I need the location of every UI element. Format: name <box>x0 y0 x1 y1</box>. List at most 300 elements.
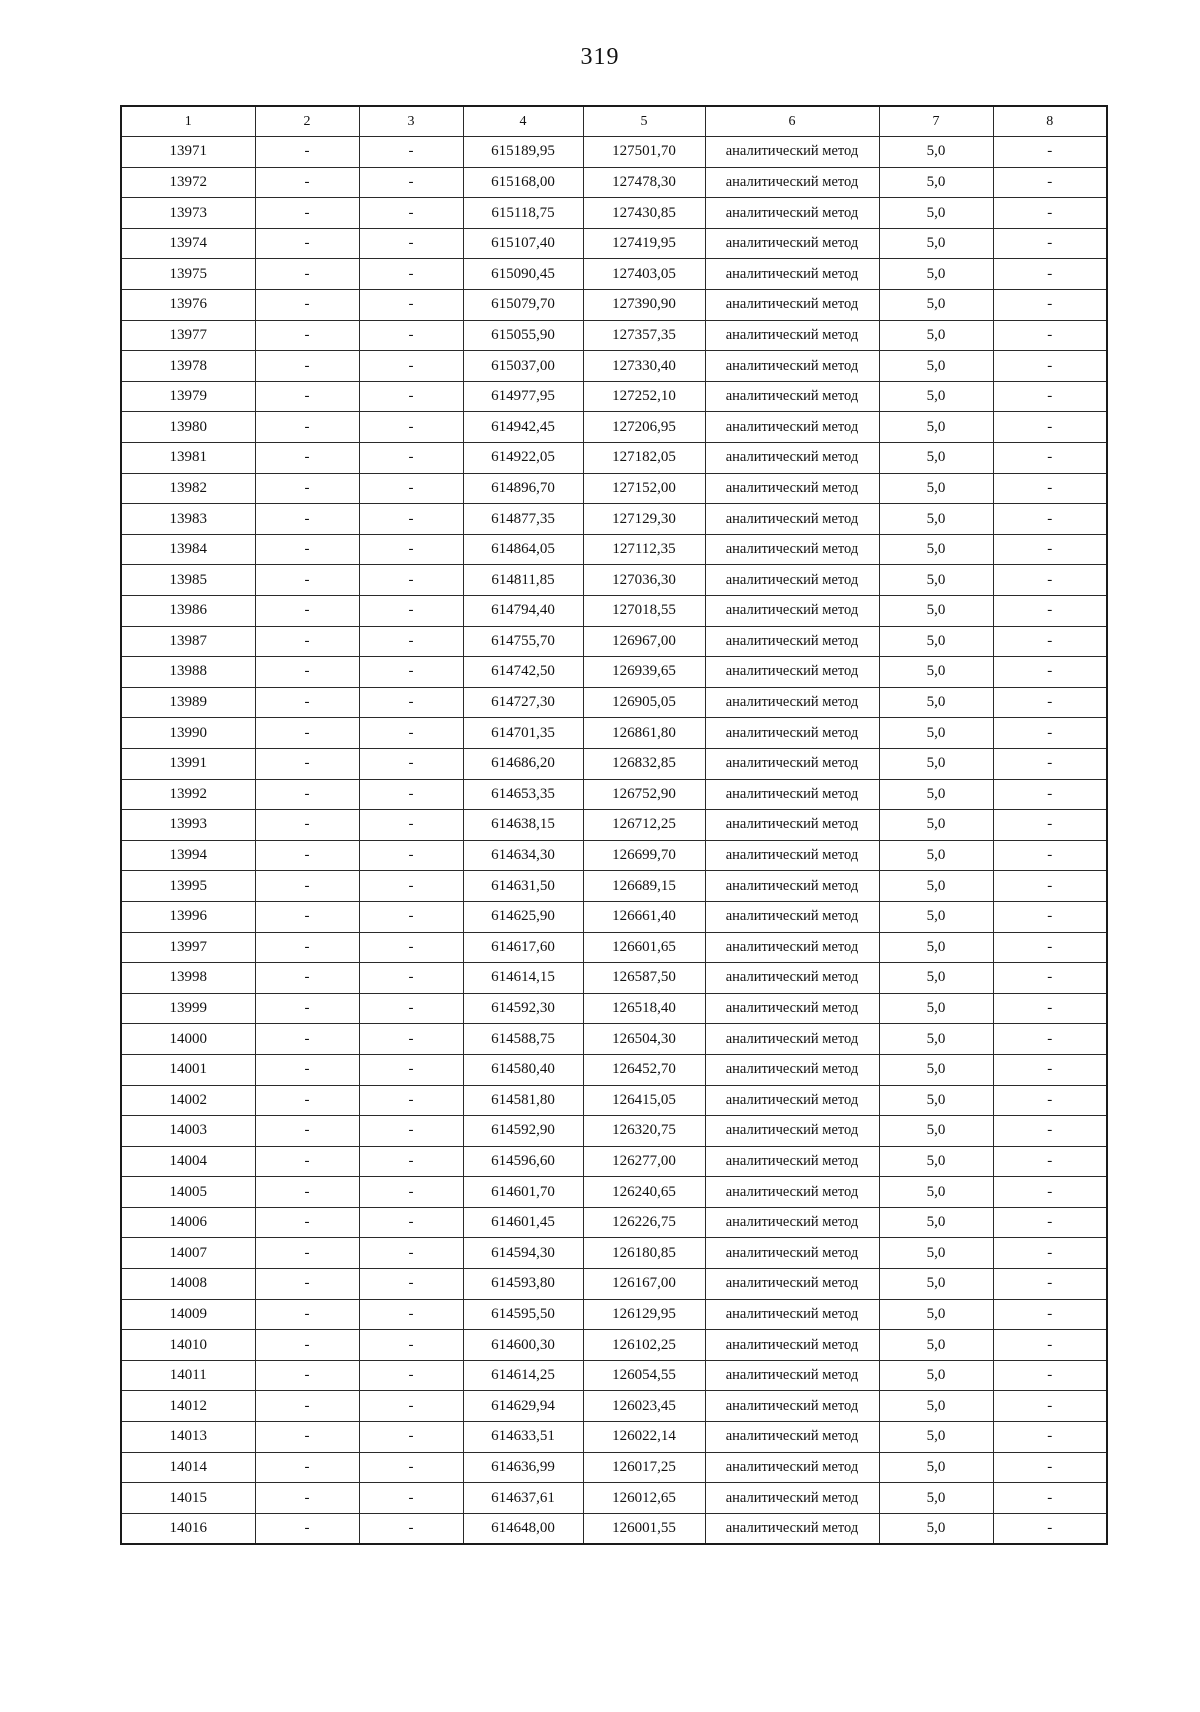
point-number-cell: 13989 <box>121 687 255 718</box>
y-coordinate-cell: 126167,00 <box>583 1269 705 1300</box>
x-coordinate-cell: 614629,94 <box>463 1391 583 1422</box>
method-cell: аналитический метод <box>705 1024 879 1055</box>
col2-cell: - <box>255 1330 359 1361</box>
col3-cell: - <box>359 290 463 321</box>
col2-cell: - <box>255 320 359 351</box>
col3-cell: - <box>359 748 463 779</box>
point-number-cell: 13978 <box>121 351 255 382</box>
col2-cell: - <box>255 504 359 535</box>
accuracy-cell: 5,0 <box>879 626 993 657</box>
col8-cell: - <box>993 1330 1107 1361</box>
table-row <box>121 1422 1107 1453</box>
table-row <box>121 198 1107 229</box>
point-number-cell: 14004 <box>121 1146 255 1177</box>
col8-cell: - <box>993 1238 1107 1269</box>
table-row <box>121 412 1107 443</box>
col8-cell: - <box>993 1422 1107 1453</box>
y-coordinate-cell: 126939,65 <box>583 657 705 688</box>
y-coordinate-cell: 126012,65 <box>583 1483 705 1514</box>
col2-cell: - <box>255 871 359 902</box>
point-number-cell: 13990 <box>121 718 255 749</box>
y-coordinate-cell: 126023,45 <box>583 1391 705 1422</box>
accuracy-cell: 5,0 <box>879 901 993 932</box>
method-cell: аналитический метод <box>705 901 879 932</box>
accuracy-cell: 5,0 <box>879 748 993 779</box>
col3-cell: - <box>359 963 463 994</box>
col8-cell: - <box>993 657 1107 688</box>
table-row <box>121 290 1107 321</box>
col8-cell: - <box>993 1299 1107 1330</box>
table-row <box>121 1054 1107 1085</box>
col2-cell: - <box>255 840 359 871</box>
x-coordinate-cell: 614637,61 <box>463 1483 583 1514</box>
col2-cell: - <box>255 1391 359 1422</box>
col2-cell: - <box>255 1238 359 1269</box>
method-cell: аналитический метод <box>705 259 879 290</box>
accuracy-cell: 5,0 <box>879 1024 993 1055</box>
table-row <box>121 1513 1107 1544</box>
col2-cell: - <box>255 137 359 168</box>
col3-cell: - <box>359 1299 463 1330</box>
col2-cell: - <box>255 1085 359 1116</box>
y-coordinate-cell: 127430,85 <box>583 198 705 229</box>
col2-cell: - <box>255 259 359 290</box>
col3-cell: - <box>359 596 463 627</box>
accuracy-cell: 5,0 <box>879 1207 993 1238</box>
method-cell: аналитический метод <box>705 993 879 1024</box>
method-cell: аналитический метод <box>705 198 879 229</box>
point-number-cell: 14009 <box>121 1299 255 1330</box>
method-cell: аналитический метод <box>705 718 879 749</box>
accuracy-cell: 5,0 <box>879 290 993 321</box>
x-coordinate-cell: 615079,70 <box>463 290 583 321</box>
y-coordinate-cell: 126967,00 <box>583 626 705 657</box>
col8-cell: - <box>993 1391 1107 1422</box>
point-number-cell: 13997 <box>121 932 255 963</box>
point-number-cell: 14001 <box>121 1054 255 1085</box>
y-coordinate-cell: 126752,90 <box>583 779 705 810</box>
x-coordinate-cell: 614617,60 <box>463 932 583 963</box>
accuracy-cell: 5,0 <box>879 259 993 290</box>
accuracy-cell: 5,0 <box>879 1360 993 1391</box>
col8-cell: - <box>993 1054 1107 1085</box>
x-coordinate-cell: 614614,15 <box>463 963 583 994</box>
x-coordinate-cell: 614588,75 <box>463 1024 583 1055</box>
col2-cell: - <box>255 412 359 443</box>
point-number-cell: 14014 <box>121 1452 255 1483</box>
col2-cell: - <box>255 1116 359 1147</box>
x-coordinate-cell: 614922,05 <box>463 443 583 474</box>
x-coordinate-cell: 614864,05 <box>463 534 583 565</box>
y-coordinate-cell: 126054,55 <box>583 1360 705 1391</box>
accuracy-cell: 5,0 <box>879 320 993 351</box>
col2-cell: - <box>255 1177 359 1208</box>
x-coordinate-cell: 614977,95 <box>463 381 583 412</box>
col2-cell: - <box>255 290 359 321</box>
col8-cell: - <box>993 198 1107 229</box>
accuracy-cell: 5,0 <box>879 1238 993 1269</box>
method-cell: аналитический метод <box>705 290 879 321</box>
accuracy-cell: 5,0 <box>879 137 993 168</box>
table-row <box>121 810 1107 841</box>
col8-cell: - <box>993 840 1107 871</box>
col8-cell: - <box>993 259 1107 290</box>
table-row <box>121 1116 1107 1147</box>
y-coordinate-cell: 127252,10 <box>583 381 705 412</box>
point-number-cell: 13979 <box>121 381 255 412</box>
method-cell: аналитический метод <box>705 1207 879 1238</box>
method-cell: аналитический метод <box>705 596 879 627</box>
accuracy-cell: 5,0 <box>879 1422 993 1453</box>
method-cell: аналитический метод <box>705 626 879 657</box>
col2-cell: - <box>255 381 359 412</box>
col8-cell: - <box>993 779 1107 810</box>
table-row <box>121 1452 1107 1483</box>
table-row <box>121 351 1107 382</box>
method-cell: аналитический метод <box>705 1452 879 1483</box>
col3-cell: - <box>359 1422 463 1453</box>
col8-cell: - <box>993 1024 1107 1055</box>
method-cell: аналитический метод <box>705 840 879 871</box>
col3-cell: - <box>359 901 463 932</box>
col2-cell: - <box>255 748 359 779</box>
accuracy-cell: 5,0 <box>879 228 993 259</box>
x-coordinate-cell: 614631,50 <box>463 871 583 902</box>
y-coordinate-cell: 127182,05 <box>583 443 705 474</box>
point-number-cell: 13988 <box>121 657 255 688</box>
accuracy-cell: 5,0 <box>879 840 993 871</box>
method-cell: аналитический метод <box>705 1299 879 1330</box>
col3-cell: - <box>359 626 463 657</box>
x-coordinate-cell: 614896,70 <box>463 473 583 504</box>
y-coordinate-cell: 126129,95 <box>583 1299 705 1330</box>
point-number-cell: 14010 <box>121 1330 255 1361</box>
method-cell: аналитический метод <box>705 351 879 382</box>
point-number-cell: 13991 <box>121 748 255 779</box>
col8-cell: - <box>993 443 1107 474</box>
table-row <box>121 1177 1107 1208</box>
x-coordinate-cell: 614653,35 <box>463 779 583 810</box>
x-coordinate-cell: 614648,00 <box>463 1513 583 1544</box>
table-row <box>121 687 1107 718</box>
method-cell: аналитический метод <box>705 748 879 779</box>
x-coordinate-cell: 614794,40 <box>463 596 583 627</box>
table-row <box>121 901 1107 932</box>
col2-cell: - <box>255 565 359 596</box>
x-coordinate-cell: 614601,45 <box>463 1207 583 1238</box>
table-row <box>121 565 1107 596</box>
col8-cell: - <box>993 381 1107 412</box>
accuracy-cell: 5,0 <box>879 504 993 535</box>
col2-cell: - <box>255 901 359 932</box>
method-cell: аналитический метод <box>705 1269 879 1300</box>
point-number-cell: 13974 <box>121 228 255 259</box>
y-coordinate-cell: 126001,55 <box>583 1513 705 1544</box>
table-row <box>121 871 1107 902</box>
column-header: 6 <box>705 106 879 137</box>
col8-cell: - <box>993 687 1107 718</box>
x-coordinate-cell: 614580,40 <box>463 1054 583 1085</box>
accuracy-cell: 5,0 <box>879 1330 993 1361</box>
x-coordinate-cell: 614592,30 <box>463 993 583 1024</box>
col3-cell: - <box>359 534 463 565</box>
col2-cell: - <box>255 810 359 841</box>
table-row <box>121 228 1107 259</box>
y-coordinate-cell: 126452,70 <box>583 1054 705 1085</box>
table-row <box>121 381 1107 412</box>
y-coordinate-cell: 126226,75 <box>583 1207 705 1238</box>
x-coordinate-cell: 614811,85 <box>463 565 583 596</box>
method-cell: аналитический метод <box>705 1360 879 1391</box>
accuracy-cell: 5,0 <box>879 1452 993 1483</box>
y-coordinate-cell: 126017,25 <box>583 1452 705 1483</box>
col3-cell: - <box>359 840 463 871</box>
x-coordinate-cell: 614593,80 <box>463 1269 583 1300</box>
col2-cell: - <box>255 1452 359 1483</box>
table-row <box>121 534 1107 565</box>
method-cell: аналитический метод <box>705 1483 879 1514</box>
col2-cell: - <box>255 473 359 504</box>
y-coordinate-cell: 126022,14 <box>583 1422 705 1453</box>
col8-cell: - <box>993 1269 1107 1300</box>
method-cell: аналитический метод <box>705 381 879 412</box>
accuracy-cell: 5,0 <box>879 779 993 810</box>
method-cell: аналитический метод <box>705 1177 879 1208</box>
col3-cell: - <box>359 443 463 474</box>
col2-cell: - <box>255 351 359 382</box>
table-row <box>121 748 1107 779</box>
accuracy-cell: 5,0 <box>879 381 993 412</box>
col8-cell: - <box>993 1513 1107 1544</box>
point-number-cell: 13972 <box>121 167 255 198</box>
point-number-cell: 13980 <box>121 412 255 443</box>
col3-cell: - <box>359 810 463 841</box>
method-cell: аналитический метод <box>705 473 879 504</box>
accuracy-cell: 5,0 <box>879 565 993 596</box>
col3-cell: - <box>359 1024 463 1055</box>
col2-cell: - <box>255 1299 359 1330</box>
method-cell: аналитический метод <box>705 1422 879 1453</box>
col3-cell: - <box>359 1452 463 1483</box>
accuracy-cell: 5,0 <box>879 534 993 565</box>
y-coordinate-cell: 127501,70 <box>583 137 705 168</box>
x-coordinate-cell: 614742,50 <box>463 657 583 688</box>
x-coordinate-cell: 615090,45 <box>463 259 583 290</box>
point-number-cell: 13982 <box>121 473 255 504</box>
col3-cell: - <box>359 1238 463 1269</box>
col8-cell: - <box>993 412 1107 443</box>
point-number-cell: 14011 <box>121 1360 255 1391</box>
col3-cell: - <box>359 657 463 688</box>
col2-cell: - <box>255 993 359 1024</box>
y-coordinate-cell: 127018,55 <box>583 596 705 627</box>
x-coordinate-cell: 614638,15 <box>463 810 583 841</box>
col2-cell: - <box>255 1360 359 1391</box>
col3-cell: - <box>359 473 463 504</box>
col3-cell: - <box>359 1269 463 1300</box>
table-row <box>121 1483 1107 1514</box>
method-cell: аналитический метод <box>705 963 879 994</box>
col3-cell: - <box>359 198 463 229</box>
table-row <box>121 473 1107 504</box>
col2-cell: - <box>255 167 359 198</box>
point-number-cell: 13976 <box>121 290 255 321</box>
col8-cell: - <box>993 901 1107 932</box>
point-number-cell: 13986 <box>121 596 255 627</box>
column-header: 7 <box>879 106 993 137</box>
col2-cell: - <box>255 718 359 749</box>
x-coordinate-cell: 615055,90 <box>463 320 583 351</box>
column-header: 8 <box>993 106 1107 137</box>
column-header: 4 <box>463 106 583 137</box>
col3-cell: - <box>359 228 463 259</box>
accuracy-cell: 5,0 <box>879 167 993 198</box>
table-row <box>121 596 1107 627</box>
x-coordinate-cell: 614727,30 <box>463 687 583 718</box>
method-cell: аналитический метод <box>705 1116 879 1147</box>
y-coordinate-cell: 127330,40 <box>583 351 705 382</box>
col3-cell: - <box>359 993 463 1024</box>
col3-cell: - <box>359 1054 463 1085</box>
y-coordinate-cell: 127206,95 <box>583 412 705 443</box>
table-row <box>121 320 1107 351</box>
col8-cell: - <box>993 810 1107 841</box>
point-number-cell: 14015 <box>121 1483 255 1514</box>
col2-cell: - <box>255 1269 359 1300</box>
x-coordinate-cell: 614581,80 <box>463 1085 583 1116</box>
point-number-cell: 14012 <box>121 1391 255 1422</box>
x-coordinate-cell: 614601,70 <box>463 1177 583 1208</box>
method-cell: аналитический метод <box>705 137 879 168</box>
x-coordinate-cell: 614625,90 <box>463 901 583 932</box>
method-cell: аналитический метод <box>705 657 879 688</box>
col2-cell: - <box>255 687 359 718</box>
table-row <box>121 1238 1107 1269</box>
col2-cell: - <box>255 534 359 565</box>
col2-cell: - <box>255 198 359 229</box>
col8-cell: - <box>993 1146 1107 1177</box>
table-row <box>121 137 1107 168</box>
col8-cell: - <box>993 473 1107 504</box>
point-number-cell: 13998 <box>121 963 255 994</box>
table-row <box>121 1085 1107 1116</box>
col3-cell: - <box>359 504 463 535</box>
x-coordinate-cell: 614596,60 <box>463 1146 583 1177</box>
table-row <box>121 1269 1107 1300</box>
col8-cell: - <box>993 993 1107 1024</box>
col3-cell: - <box>359 412 463 443</box>
y-coordinate-cell: 127152,00 <box>583 473 705 504</box>
col8-cell: - <box>993 351 1107 382</box>
point-number-cell: 13987 <box>121 626 255 657</box>
col3-cell: - <box>359 932 463 963</box>
y-coordinate-cell: 126712,25 <box>583 810 705 841</box>
column-header: 3 <box>359 106 463 137</box>
point-number-cell: 13981 <box>121 443 255 474</box>
col8-cell: - <box>993 290 1107 321</box>
method-cell: аналитический метод <box>705 1391 879 1422</box>
table-row <box>121 167 1107 198</box>
point-number-cell: 14016 <box>121 1513 255 1544</box>
col3-cell: - <box>359 1146 463 1177</box>
method-cell: аналитический метод <box>705 565 879 596</box>
col2-cell: - <box>255 657 359 688</box>
point-number-cell: 14000 <box>121 1024 255 1055</box>
accuracy-cell: 5,0 <box>879 1116 993 1147</box>
accuracy-cell: 5,0 <box>879 963 993 994</box>
y-coordinate-cell: 127112,35 <box>583 534 705 565</box>
y-coordinate-cell: 126277,00 <box>583 1146 705 1177</box>
column-header: 5 <box>583 106 705 137</box>
y-coordinate-cell: 126699,70 <box>583 840 705 871</box>
point-number-cell: 14005 <box>121 1177 255 1208</box>
accuracy-cell: 5,0 <box>879 1054 993 1085</box>
x-coordinate-cell: 614877,35 <box>463 504 583 535</box>
accuracy-cell: 5,0 <box>879 1391 993 1422</box>
x-coordinate-cell: 614595,50 <box>463 1299 583 1330</box>
method-cell: аналитический метод <box>705 810 879 841</box>
y-coordinate-cell: 126102,25 <box>583 1330 705 1361</box>
accuracy-cell: 5,0 <box>879 1177 993 1208</box>
method-cell: аналитический метод <box>705 443 879 474</box>
method-cell: аналитический метод <box>705 504 879 535</box>
table-row <box>121 1330 1107 1361</box>
table-row <box>121 1024 1107 1055</box>
method-cell: аналитический метод <box>705 412 879 443</box>
col8-cell: - <box>993 320 1107 351</box>
col8-cell: - <box>993 228 1107 259</box>
x-coordinate-cell: 614701,35 <box>463 718 583 749</box>
col3-cell: - <box>359 1207 463 1238</box>
col3-cell: - <box>359 320 463 351</box>
table-row <box>121 993 1107 1024</box>
col8-cell: - <box>993 137 1107 168</box>
table-row <box>121 718 1107 749</box>
point-number-cell: 13971 <box>121 137 255 168</box>
coordinates-table <box>120 105 1108 1545</box>
col3-cell: - <box>359 381 463 412</box>
x-coordinate-cell: 615107,40 <box>463 228 583 259</box>
col8-cell: - <box>993 534 1107 565</box>
col8-cell: - <box>993 1452 1107 1483</box>
col8-cell: - <box>993 963 1107 994</box>
method-cell: аналитический метод <box>705 779 879 810</box>
point-number-cell: 14008 <box>121 1269 255 1300</box>
y-coordinate-cell: 127390,90 <box>583 290 705 321</box>
y-coordinate-cell: 127129,30 <box>583 504 705 535</box>
table-row <box>121 1207 1107 1238</box>
col3-cell: - <box>359 259 463 290</box>
col8-cell: - <box>993 718 1107 749</box>
method-cell: аналитический метод <box>705 167 879 198</box>
point-number-cell: 13999 <box>121 993 255 1024</box>
col3-cell: - <box>359 1513 463 1544</box>
accuracy-cell: 5,0 <box>879 596 993 627</box>
method-cell: аналитический метод <box>705 871 879 902</box>
method-cell: аналитический метод <box>705 1085 879 1116</box>
col3-cell: - <box>359 167 463 198</box>
point-number-cell: 13975 <box>121 259 255 290</box>
table-header-row <box>121 106 1107 137</box>
method-cell: аналитический метод <box>705 534 879 565</box>
col2-cell: - <box>255 228 359 259</box>
col3-cell: - <box>359 1360 463 1391</box>
col2-cell: - <box>255 1146 359 1177</box>
point-number-cell: 14007 <box>121 1238 255 1269</box>
y-coordinate-cell: 126861,80 <box>583 718 705 749</box>
accuracy-cell: 5,0 <box>879 351 993 382</box>
method-cell: аналитический метод <box>705 320 879 351</box>
